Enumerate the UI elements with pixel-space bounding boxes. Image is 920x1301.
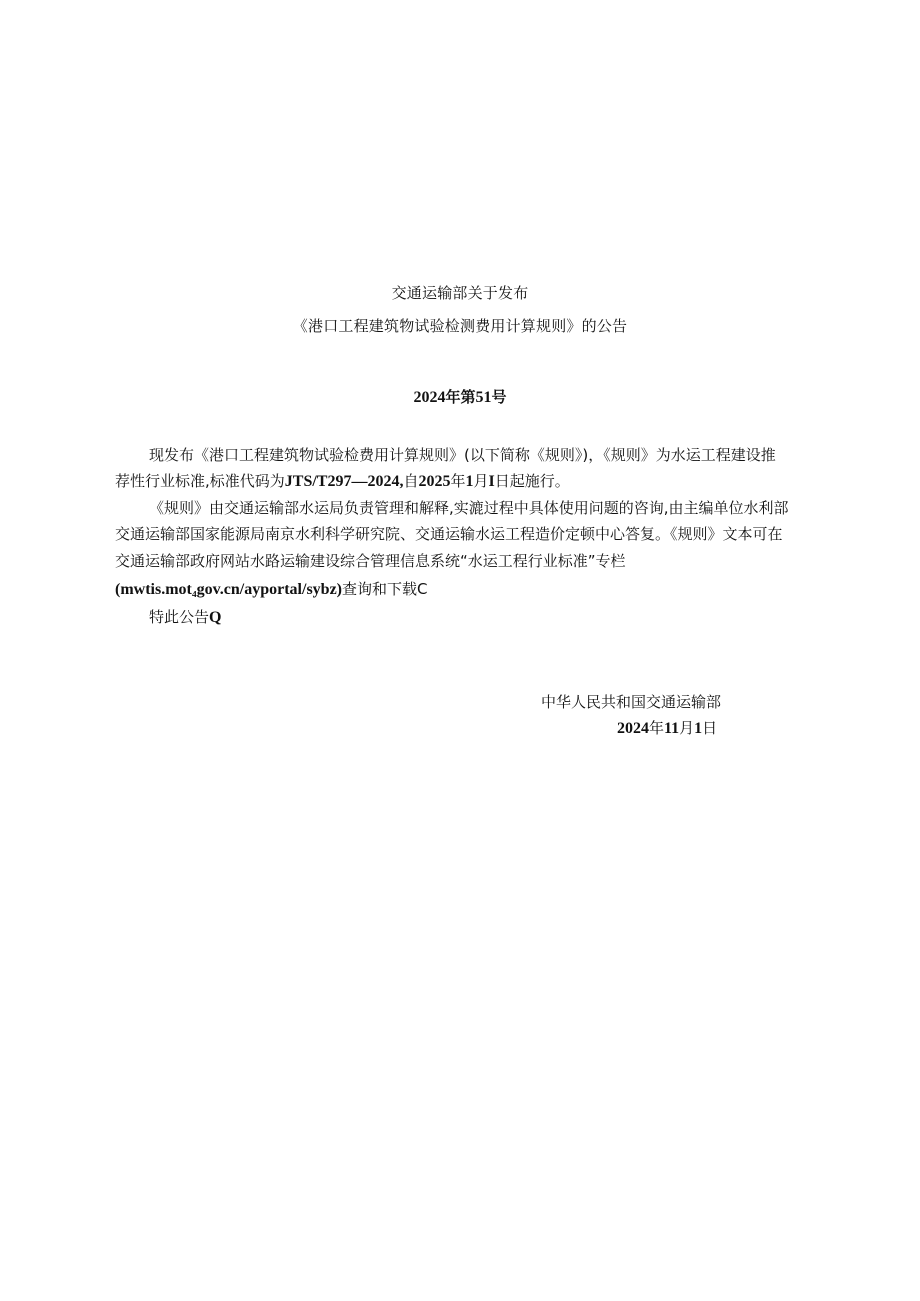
p1-line2-text-a: 荐性行业标准,标准代码为 (115, 472, 285, 490)
announcement-title-line1: 交通运输部关于发布 (391, 284, 529, 302)
sign-date-day: 1 (694, 720, 703, 737)
p1-line2-text-b: 自 (403, 472, 419, 490)
effective-month: 1 (465, 473, 474, 490)
website-url: (mwtis.mot₄gov.cn/ayportal/sybz) (115, 581, 342, 598)
p2-line4-end: 查询和下载C (342, 580, 428, 598)
paragraph2-line4 (115, 578, 427, 599)
doc-number-suffix: 号 (491, 388, 507, 406)
sign-date-month: 11 (664, 720, 680, 737)
p1-line2-text-c: 年 (450, 472, 466, 490)
doc-number-value: 51 (475, 389, 492, 406)
signature-organization: 中华人民共和国交通运输部 (541, 693, 722, 711)
paragraph1-line1: 现发布《港口工程建筑物试验检费用计算规则》(以下简称《规则》)，《规则》为水运工程建设推 (149, 446, 776, 464)
p1-line2-text-e: 日起施行。 (494, 472, 570, 490)
closing-text: 特此公告 (149, 608, 210, 626)
paragraph2-line3: 交通运输部政府网站水路运输建设综合管理信息系统“水运工程行业标准”专栏 (115, 552, 626, 570)
paragraph2-line1: 《规则》由交通运输部水运局负责管理和解释,实漉过程中具体使用问题的咨询,由主编单位水利部 (149, 499, 789, 517)
announcement-title-line2: 《港口工程建筑物试验检测费用计算规则》的公告 (292, 317, 628, 335)
p1-line2-text-d: 月 (473, 472, 489, 490)
sign-date-d: 日 (702, 719, 718, 737)
closing-end: Q (209, 609, 222, 626)
signature-date (617, 717, 717, 738)
effective-year: 2025 (418, 473, 451, 490)
paragraph2-line2: 交通运输部国家能源局南京水利科学研究院、交通运输水运工程造价定顿中心答复。《规则》文本可在 (115, 525, 783, 543)
doc-number-year: 2024 (413, 389, 446, 406)
document-number (0, 386, 920, 407)
paragraph1-line2 (115, 470, 570, 491)
sign-date-y: 年 (649, 719, 665, 737)
doc-number-mid: 年第 (445, 388, 476, 406)
sign-date-year: 2024 (617, 720, 649, 737)
closing-statement (149, 606, 221, 627)
sign-date-m: 月 (679, 719, 695, 737)
effective-day: I (488, 473, 495, 490)
standard-code: JTS/T297—2024, (284, 473, 404, 490)
